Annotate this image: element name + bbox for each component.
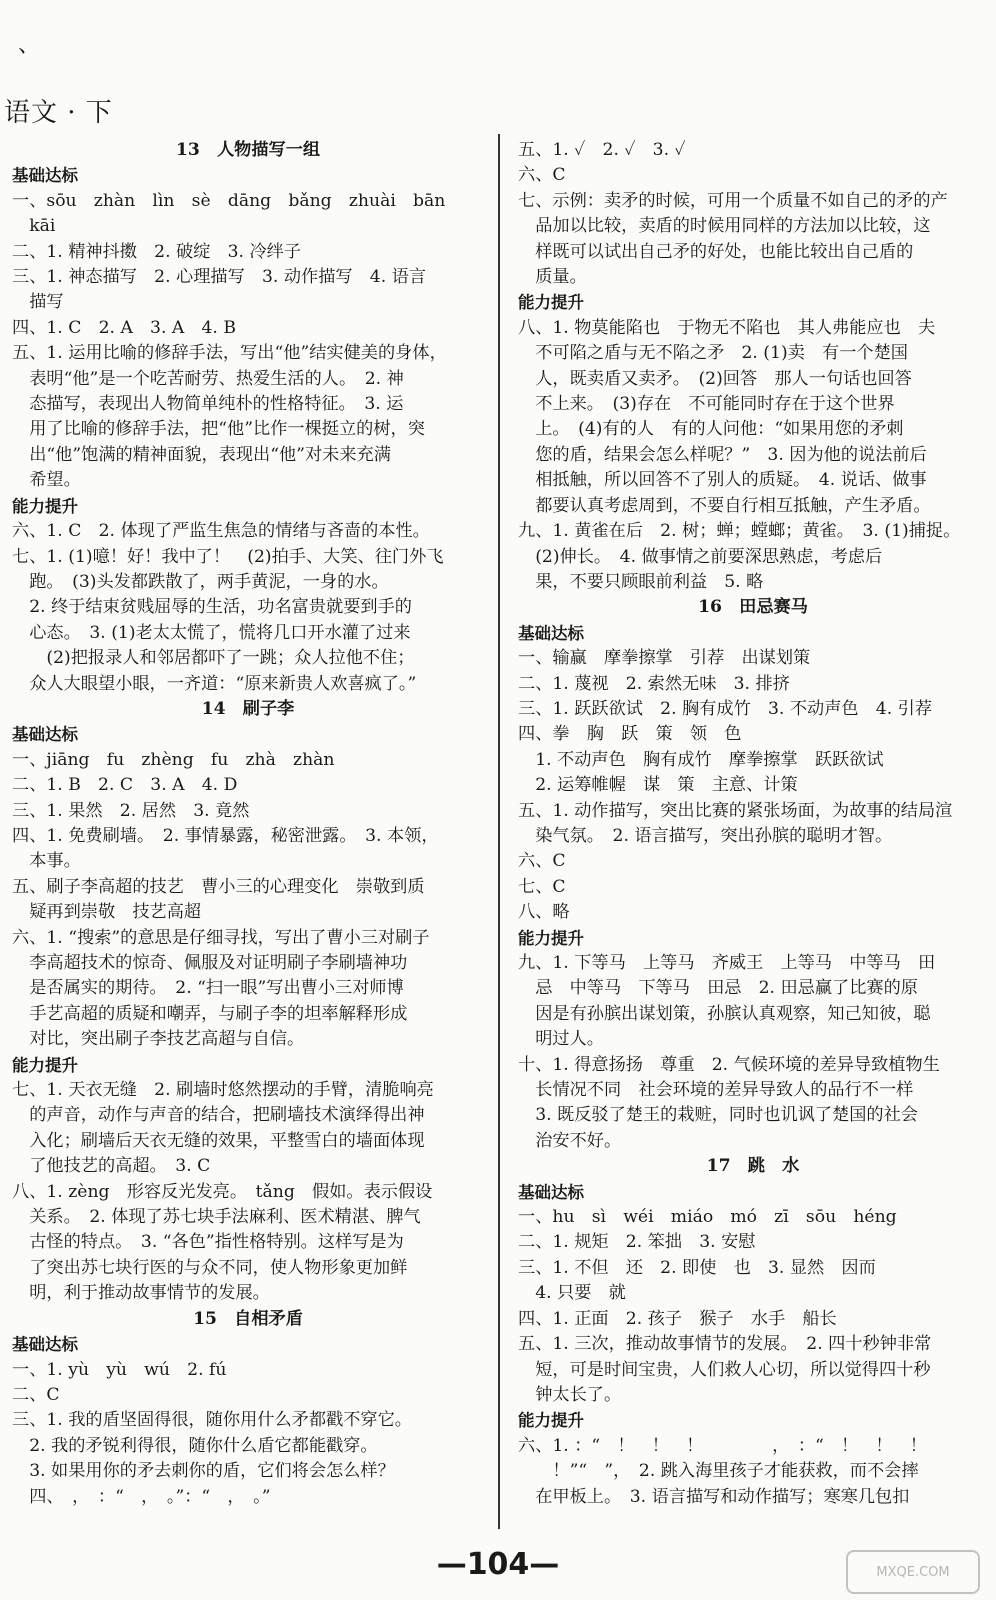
answer-line: 希望。: [12, 470, 81, 491]
section-heading: 能力提升: [518, 928, 584, 948]
answer-line: 您的盾，结果会怎么样呢？” 3. 因为他的说法前后: [518, 444, 927, 465]
answer-line: 五、1. 动作描写，突出比赛的紧张场面，为故事的结局渲: [518, 800, 953, 821]
answer-line: 六、C: [518, 165, 566, 186]
lesson-title: 16 田忌赛马: [698, 597, 808, 618]
answer-line: 四、1. 正面 2. 孩子 猴子 水手 船长: [518, 1308, 837, 1329]
answer-line: (2)把报录人和邻居都吓了一跳；众人拉他不住；: [12, 648, 415, 669]
answer-line: 古怪的特点。 3. “各色”指性格特别。这样写是为: [12, 1232, 404, 1253]
answer-line: 一、jiāng fu zhèng fu zhà zhàn: [12, 749, 335, 770]
answer-line: 是否属实的期待。 2. “扫一眼”写出曹小三对师博: [12, 978, 404, 999]
answer-line: 三、1. 果然 2. 居然 3. 竟然: [12, 800, 250, 821]
answer-line: 八、1. zèng 形容反光发亮。 tǎng 假如。表示假设: [12, 1181, 433, 1202]
answer-line: 表明“他”是一个吃苦耐劳、热爱生活的人。 2. 神: [12, 368, 404, 389]
answer-line: 果，不要只顾眼前利益 5. 略: [518, 571, 764, 592]
answer-line: 六、C: [518, 851, 566, 872]
answer-line: 五、1. ✓ 2. ✓ 3. ✓: [518, 140, 686, 160]
answer-line: 染气氛。 2. 语言描写，突出孙膑的聪明才智。: [518, 825, 893, 846]
answer-line: 质量。: [518, 267, 587, 288]
answer-line: 明过人。: [518, 1029, 604, 1050]
answer-line: 四、 ， ：“ ， 。”：“ ， 。”: [12, 1486, 271, 1507]
answer-line: 八、1. 物莫能陷也 于物无不陷也 其人弗能应也 夫: [518, 317, 936, 338]
answer-line: 描写: [12, 292, 64, 313]
answer-line: 本事。: [12, 851, 81, 872]
answer-line: 七、1. (1)噫！好！我中了！ (2)拍手、大笑、往门外飞: [12, 546, 444, 567]
answer-line: 众人大眼望小眼，一齐道：“原来新贵人欢喜疯了。”: [12, 673, 417, 694]
right-answer-column: [518, 138, 988, 1510]
answer-line: 相抵触，所以回答不了别人的质疑。 4. 说话、做事: [518, 470, 927, 491]
lesson-title: 15 自相矛盾: [193, 1308, 303, 1329]
answer-line: 态描写，表现出人物简单纯朴的性格特征。 3. 运: [12, 394, 404, 415]
answer-line: 的声音，动作与声音的结合，把刷墙技术演绎得出神: [12, 1105, 425, 1126]
answer-line: 九、1. 黄雀在后 2. 树；蝉；螳螂；黄雀。 3. (1)捕捉。: [518, 521, 961, 542]
answer-line: 3. 如果用你的矛去刺你的盾，它们将会怎么样？: [12, 1461, 395, 1482]
answer-line: 心态。 3. (1)老太太慌了，慌将几口开水灌了过来: [12, 622, 411, 643]
answer-line: 四、1. C 2. A 3. A 4. B: [12, 317, 236, 338]
section-heading: 能力提升: [12, 496, 78, 516]
answer-line: 了他技艺的高超。 3. C: [12, 1156, 211, 1177]
answer-line: (2)伸长。 4. 做事情之前要深思熟虑，考虑后: [518, 546, 883, 567]
answer-line: 三、1. 跃跃欲试 2. 胸有成竹 3. 不动声色 4. 引荐: [518, 698, 933, 719]
answer-line: 三、1. 我的盾坚固得很，随你用什么矛都戳不穿它。: [12, 1410, 412, 1431]
section-heading: 基础达标: [12, 166, 78, 186]
section-heading: 能力提升: [518, 1411, 584, 1431]
answer-line: 2. 我的矛锐利得很，随你什么盾它都能戳穿。: [12, 1435, 378, 1456]
answer-line: 治安不好。: [518, 1130, 622, 1151]
answer-line: 六、1. C 2. 体现了严监生焦急的情绪与吝啬的本性。: [12, 521, 430, 542]
answer-line: 长情况不同 社会环境的差异导致人的品行不一样: [518, 1080, 914, 1101]
page-header: 语文 · 下: [4, 98, 113, 128]
answer-line: 四、1. 免费刷墙。 2. 事情暴露，秘密泄露。 3. 本领，: [12, 825, 439, 846]
answer-line: 五、1. 三次，推动故事情节的发展。 2. 四十秒钟非常: [518, 1334, 932, 1355]
answer-line: 对比，突出刷子李技艺高超与自信。: [12, 1029, 305, 1050]
answer-line: 六、1. “搜索”的意思是仔细寻找，写出了曹小三对刷子: [12, 927, 430, 948]
answer-line: 二、1. B 2. C 3. A 4. D: [12, 775, 238, 796]
answer-line: 五、刷子李高超的技艺 曹小三的心理变化 崇敬到质: [12, 876, 425, 897]
answer-line: ！”“ ”， 2. 跳入海里孩子才能获救，而不会摔: [518, 1461, 919, 1482]
answer-line: 二、1. 蔑视 2. 索然无味 3. 排挤: [518, 673, 790, 694]
section-heading: 基础达标: [12, 725, 78, 745]
section-heading: 基础达标: [518, 623, 584, 643]
answer-line: 李高超技术的惊奇、佩服及对证明刷子李刷墙神功: [12, 953, 408, 973]
answer-line: 二、1. 精神抖擞 2. 破绽 3. 冷绊子: [12, 241, 302, 262]
answer-line: 用了比喻的修辞手法，把“他”比作一棵挺立的树，突: [12, 419, 425, 440]
answer-line: 五、1. 运用比喻的修辞手法，写出“他”结实健美的身体，: [12, 343, 447, 364]
section-heading: 基础达标: [518, 1182, 584, 1202]
answer-line: 在甲板上。 3. 语言描写和动作描写；寒寒几包扣: [518, 1486, 910, 1507]
section-heading: 能力提升: [12, 1055, 78, 1075]
answer-line: 一、hu sì wéi miáo mó zī sōu héng: [518, 1207, 897, 1228]
answer-line: 七、1. 天衣无缝 2. 刷墙时悠然摆动的手臂，清脆响亮: [12, 1080, 434, 1101]
answer-line: 上。 (4)有的人 有的人问他：“如果用您的矛刺: [518, 419, 904, 440]
answer-line: 2. 运筹帷幄 谋 策 主意、计策: [518, 775, 798, 796]
corner-mark: 、: [18, 33, 41, 58]
answer-line: 钟太长了。: [518, 1384, 622, 1405]
answer-line: 3. 既反驳了楚王的栽赃，同时也讥讽了楚国的社会: [518, 1105, 918, 1126]
lesson-title: 14 刷子李: [201, 698, 295, 719]
answer-line: 一、sōu zhàn lìn sè dāng bǎng zhuài bān: [12, 190, 446, 211]
answer-line: 二、C: [12, 1384, 60, 1405]
answer-line: 不可陷之盾与无不陷之矛 2. (1)卖 有一个楚国: [518, 343, 908, 364]
answer-line: 样既可以试出自己矛的好处，也能比较出自己盾的: [518, 241, 914, 262]
answer-line: 手艺高超的质疑和嘲弄，与刷子李的坦率解释形成: [12, 1003, 408, 1024]
answer-line: 入化；刷墙后天衣无缝的效果，平整雪白的墙面体现: [12, 1130, 425, 1151]
lesson-title: 13 人物描写一组: [175, 140, 321, 160]
answer-line: 八、略: [518, 902, 570, 923]
answer-line: 出“他”饱满的精神面貌，表现出“他”对未来充满: [12, 444, 391, 465]
answer-line: 三、1. 不但 还 2. 即使 也 3. 显然 因而: [518, 1257, 876, 1278]
answer-line: 2. 终于结束贫贱屈辱的生活，功名富贵就要到手的: [12, 597, 412, 618]
answer-line: 九、1. 下等马 上等马 齐威王 上等马 中等马 田: [518, 953, 936, 973]
answer-line: 十、1. 得意扬扬 尊重 2. 气候环境的差异导致植物生: [518, 1054, 940, 1075]
answer-line: 不上来。 (3)存在 不可能同时存在于这个世界: [518, 394, 895, 415]
page-number: —104—: [436, 1547, 560, 1582]
answer-line: 因是有孙膑出谋划策，孙膑认真观察，知己知彼，聪: [518, 1003, 931, 1024]
answer-line: 一、输赢 摩拳擦掌 引荐 出谋划策: [518, 648, 811, 669]
answer-line: 了突出苏七块行医的与众不同，使人物形象更加鲜: [12, 1257, 408, 1278]
answer-line: 疑再到崇敬 技艺高超: [12, 902, 202, 923]
answer-line: 跑。 (3)头发都跌散了，两手黄泥，一身的水。: [12, 571, 389, 592]
answer-line: 六、1. ：“ ！ ！ ！ ， ：“ ！ ！ ！: [518, 1435, 927, 1456]
answer-line: 七、C: [518, 876, 566, 897]
answer-line: 忌 中等马 下等马 田忌 2. 田忌赢了比赛的原: [518, 978, 918, 999]
answer-line: 七、示例：卖矛的时候，可用一个质量不如自己的矛的产: [518, 190, 948, 211]
answer-line: 品加以比较，卖盾的时候用同样的方法加以比较，这: [518, 216, 931, 237]
answer-line: 一、1. yù yù wú 2. fú: [12, 1359, 227, 1380]
answer-line: 短，可是时间宝贵，人们救人心切，所以觉得四十秒: [518, 1359, 931, 1380]
answer-line: 三、1. 神态描写 2. 心理描写 3. 动作描写 4. 语言: [12, 267, 427, 288]
section-heading: 能力提升: [518, 293, 584, 313]
answer-line: 1. 不动声色 胸有成竹 摩拳擦掌 跃跃欲试: [518, 749, 884, 770]
answer-line: 人，既卖盾又卖矛。 (2)回答 那人一句话也回答: [518, 368, 912, 389]
section-heading: 基础达标: [12, 1335, 78, 1355]
answer-line: 四、拳 胸 跃 策 领 色: [518, 724, 742, 745]
lesson-title: 17 跳 水: [706, 1156, 800, 1177]
left-answer-column: [12, 138, 484, 1510]
answer-line: 4. 只要 就: [518, 1283, 626, 1304]
answer-line: kāi: [12, 216, 56, 237]
answer-line: 关系。 2. 体现了苏七块手法麻利、医术精湛、脾气: [12, 1207, 421, 1228]
answer-line: 明，利于推动故事情节的发展。: [12, 1283, 270, 1304]
watermark-logo: MXQE.COM: [846, 1550, 980, 1594]
answer-line: 二、1. 规矩 2. 笨拙 3. 安慰: [518, 1232, 756, 1253]
answer-line: 都要认真考虑周到，不要自行相互抵触，产生矛盾。: [518, 495, 931, 516]
column-divider: [498, 134, 500, 1529]
